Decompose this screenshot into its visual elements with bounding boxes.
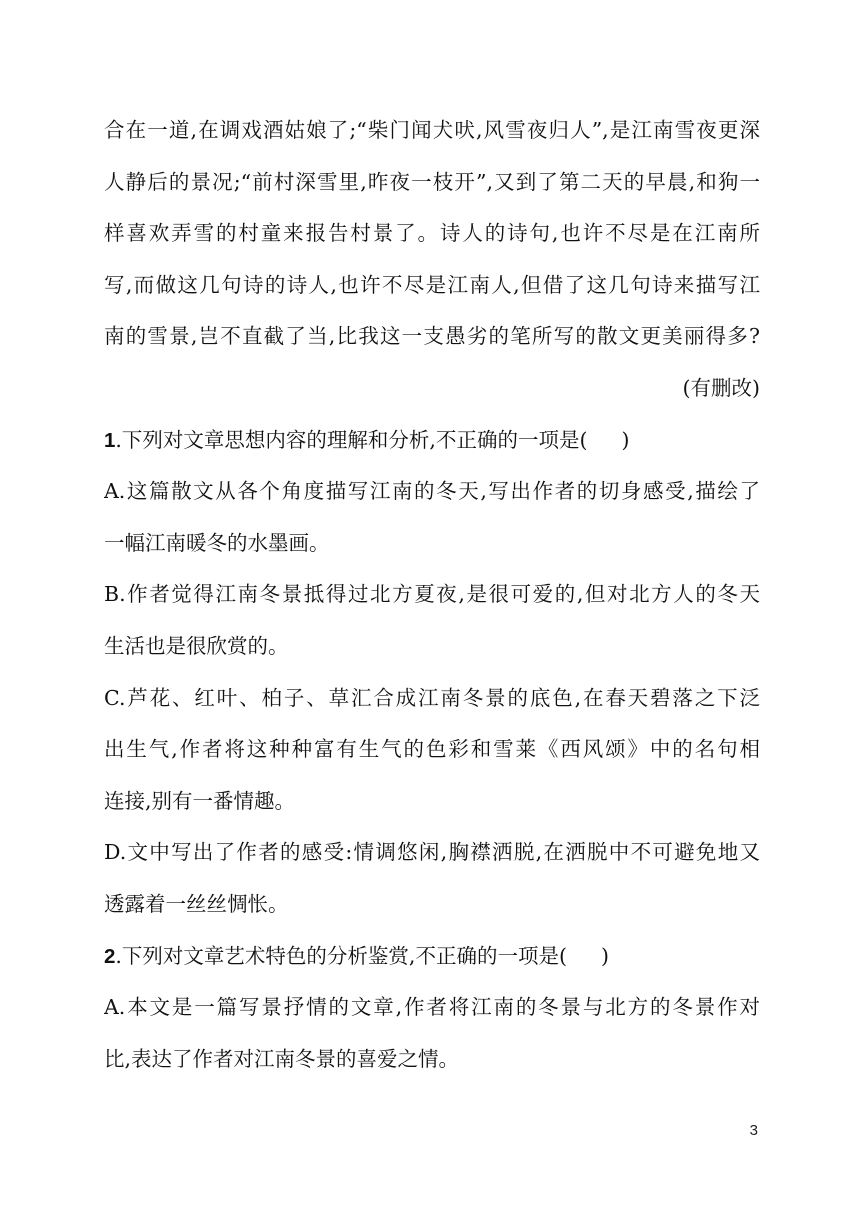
question-text: .下列对文章艺术特色的分析鉴赏,不正确的一项是( xyxy=(115,943,567,968)
question-stem xyxy=(104,415,760,467)
question-close-paren: ) xyxy=(621,427,630,452)
option-line: 连接,别有一番情趣。 xyxy=(104,788,296,813)
option-line: 出生气,作者将这种种富有生气的色彩和雪莱《西风颂》中的名句相 xyxy=(104,737,760,762)
source-note: (有删改) xyxy=(682,375,760,400)
question-close-paren: ) xyxy=(600,943,609,968)
option-line: 生活也是很欣赏的。 xyxy=(104,633,289,658)
passage xyxy=(104,105,760,415)
passage-line: 合在一道,在调戏酒姑娘了;“柴门闻犬吠,风雪夜归人”,是江南雪夜更深 xyxy=(104,118,760,142)
question-number: 2 xyxy=(104,944,116,968)
option-c xyxy=(104,673,760,828)
question-number: 1 xyxy=(104,428,116,452)
passage-line: 南的雪景,岂不直截了当,比我这一支愚劣的笔所写的散文更美丽得多? xyxy=(104,324,760,349)
option-b xyxy=(104,569,760,672)
passage-line: 写,而做这几句诗的诗人,也许不尽是江南人,但借了这几句诗来描写江 xyxy=(104,272,760,297)
option-a xyxy=(104,982,760,1085)
option-line: 一幅江南暖冬的水墨画。 xyxy=(104,530,330,555)
option-line: 透露着一丝丝惆怅。 xyxy=(104,891,289,916)
option-line: D.文中写出了作者的感受:情调悠闲,胸襟洒脱,在洒脱中不可避免地又 xyxy=(104,840,760,865)
question-text: .下列对文章思想内容的理解和分析,不正确的一项是( xyxy=(115,427,588,452)
option-line: 比,表达了作者对江南冬景的喜爱之情。 xyxy=(104,1046,460,1071)
question-2 xyxy=(104,931,760,1086)
passage-line: 人静后的景况;“前村深雪里,昨夜一枝开”,又到了第二天的早晨,和狗一 xyxy=(104,169,760,194)
passage-line: 样喜欢弄雪的村童来报告村景了。诗人的诗句,也许不尽是在江南所 xyxy=(104,221,760,246)
question-1 xyxy=(104,415,760,931)
option-d xyxy=(104,827,760,930)
option-line: A.这篇散文从各个角度描写江南的冬天,写出作者的切身感受,描绘了 xyxy=(104,479,760,504)
question-stem xyxy=(104,931,760,983)
option-line: B.作者觉得江南冬景抵得过北方夏夜,是很可爱的,但对北方人的冬天 xyxy=(104,582,760,607)
page-number: 3 xyxy=(749,1122,758,1139)
option-line: A.本文是一篇写景抒情的文章,作者将江南的冬景与北方的冬景作对 xyxy=(104,995,760,1020)
option-line: C.芦花、红叶、柏子、草汇合成江南冬景的底色,在春天碧落之下泛 xyxy=(104,685,760,710)
option-a xyxy=(104,466,760,569)
text-block xyxy=(104,105,760,1085)
